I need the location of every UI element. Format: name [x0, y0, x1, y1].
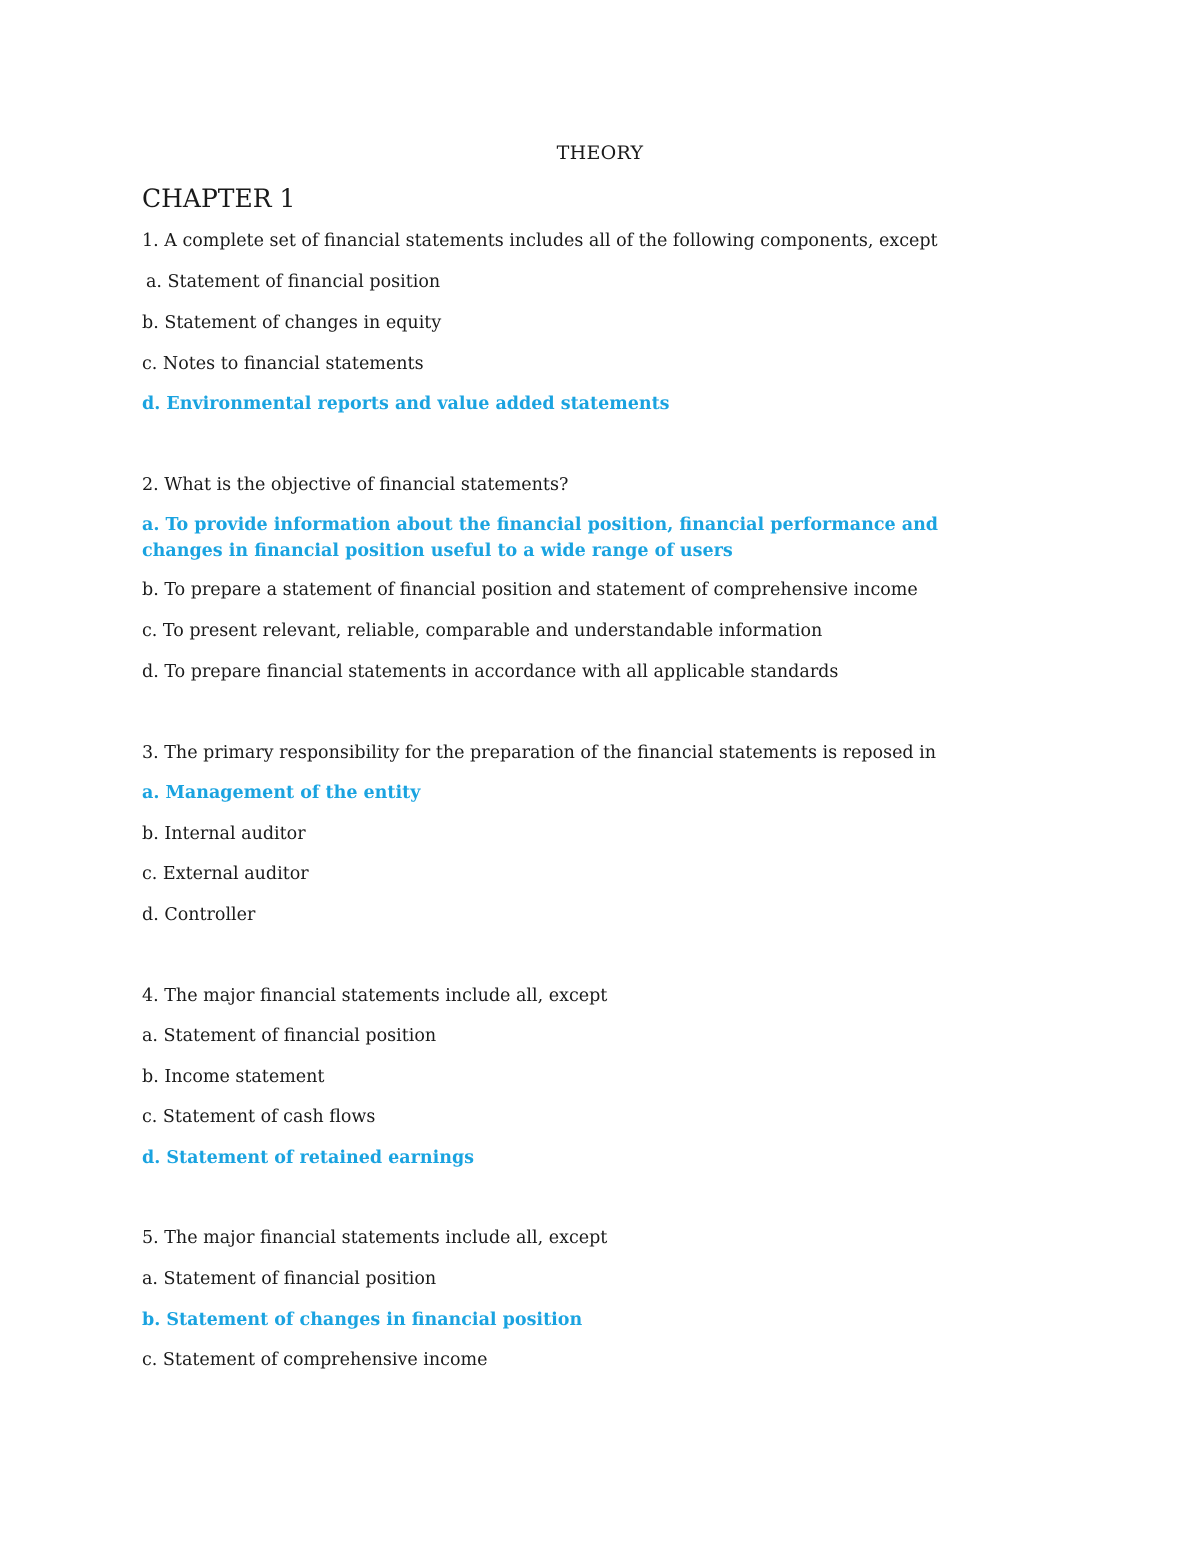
question-prompt: 1. A complete set of financial statements includes all of the following components, except — [142, 231, 938, 251]
chapter-heading: CHAPTER 1 — [142, 184, 296, 213]
question-prompt: 4. The major financial statements include all, except — [142, 986, 608, 1006]
option-d: d. To prepare financial statements in accordance with all applicable standards — [142, 662, 839, 682]
question-prompt: 3. The primary responsibility for the preparation of the financial statements is reposed in — [142, 743, 937, 763]
option-a-correct-answer: a. Management of the entity — [142, 783, 421, 803]
option-d: d. Controller — [142, 905, 256, 925]
option-b: b. To prepare a statement of financial position and statement of comprehensive income — [142, 580, 918, 600]
option-a: a. Statement of financial position — [142, 1026, 437, 1046]
option-b: b. Income statement — [142, 1067, 325, 1087]
option-c: c. External auditor — [142, 864, 309, 884]
option-d-correct-answer: d. Statement of retained earnings — [142, 1148, 475, 1168]
option-a: a. Statement of financial position — [142, 1269, 437, 1289]
option-d-correct-answer: d. Environmental reports and value added statements — [142, 394, 670, 414]
option-c: c. Notes to financial statements — [142, 354, 424, 374]
option-b: b. Internal auditor — [142, 824, 306, 844]
option-c: c. Statement of cash flows — [142, 1107, 376, 1127]
option-a-correct-answer: a. To provide information about the financial position, financial performance and changes in financial position useful to a wide range of users — [142, 515, 939, 561]
option-a: a. Statement of financial position — [146, 272, 441, 292]
option-b: b. Statement of changes in equity — [142, 313, 442, 333]
option-b-correct-answer: b. Statement of changes in financial position — [142, 1310, 583, 1330]
option-c: c. To present relevant, reliable, comparable and understandable information — [142, 621, 823, 641]
question-prompt: 5. The major financial statements include all, except — [142, 1228, 608, 1248]
question-prompt: 2. What is the objective of financial statements? — [142, 475, 569, 495]
option-c: c. Statement of comprehensive income — [142, 1350, 488, 1370]
document-title: THEORY — [556, 142, 644, 164]
